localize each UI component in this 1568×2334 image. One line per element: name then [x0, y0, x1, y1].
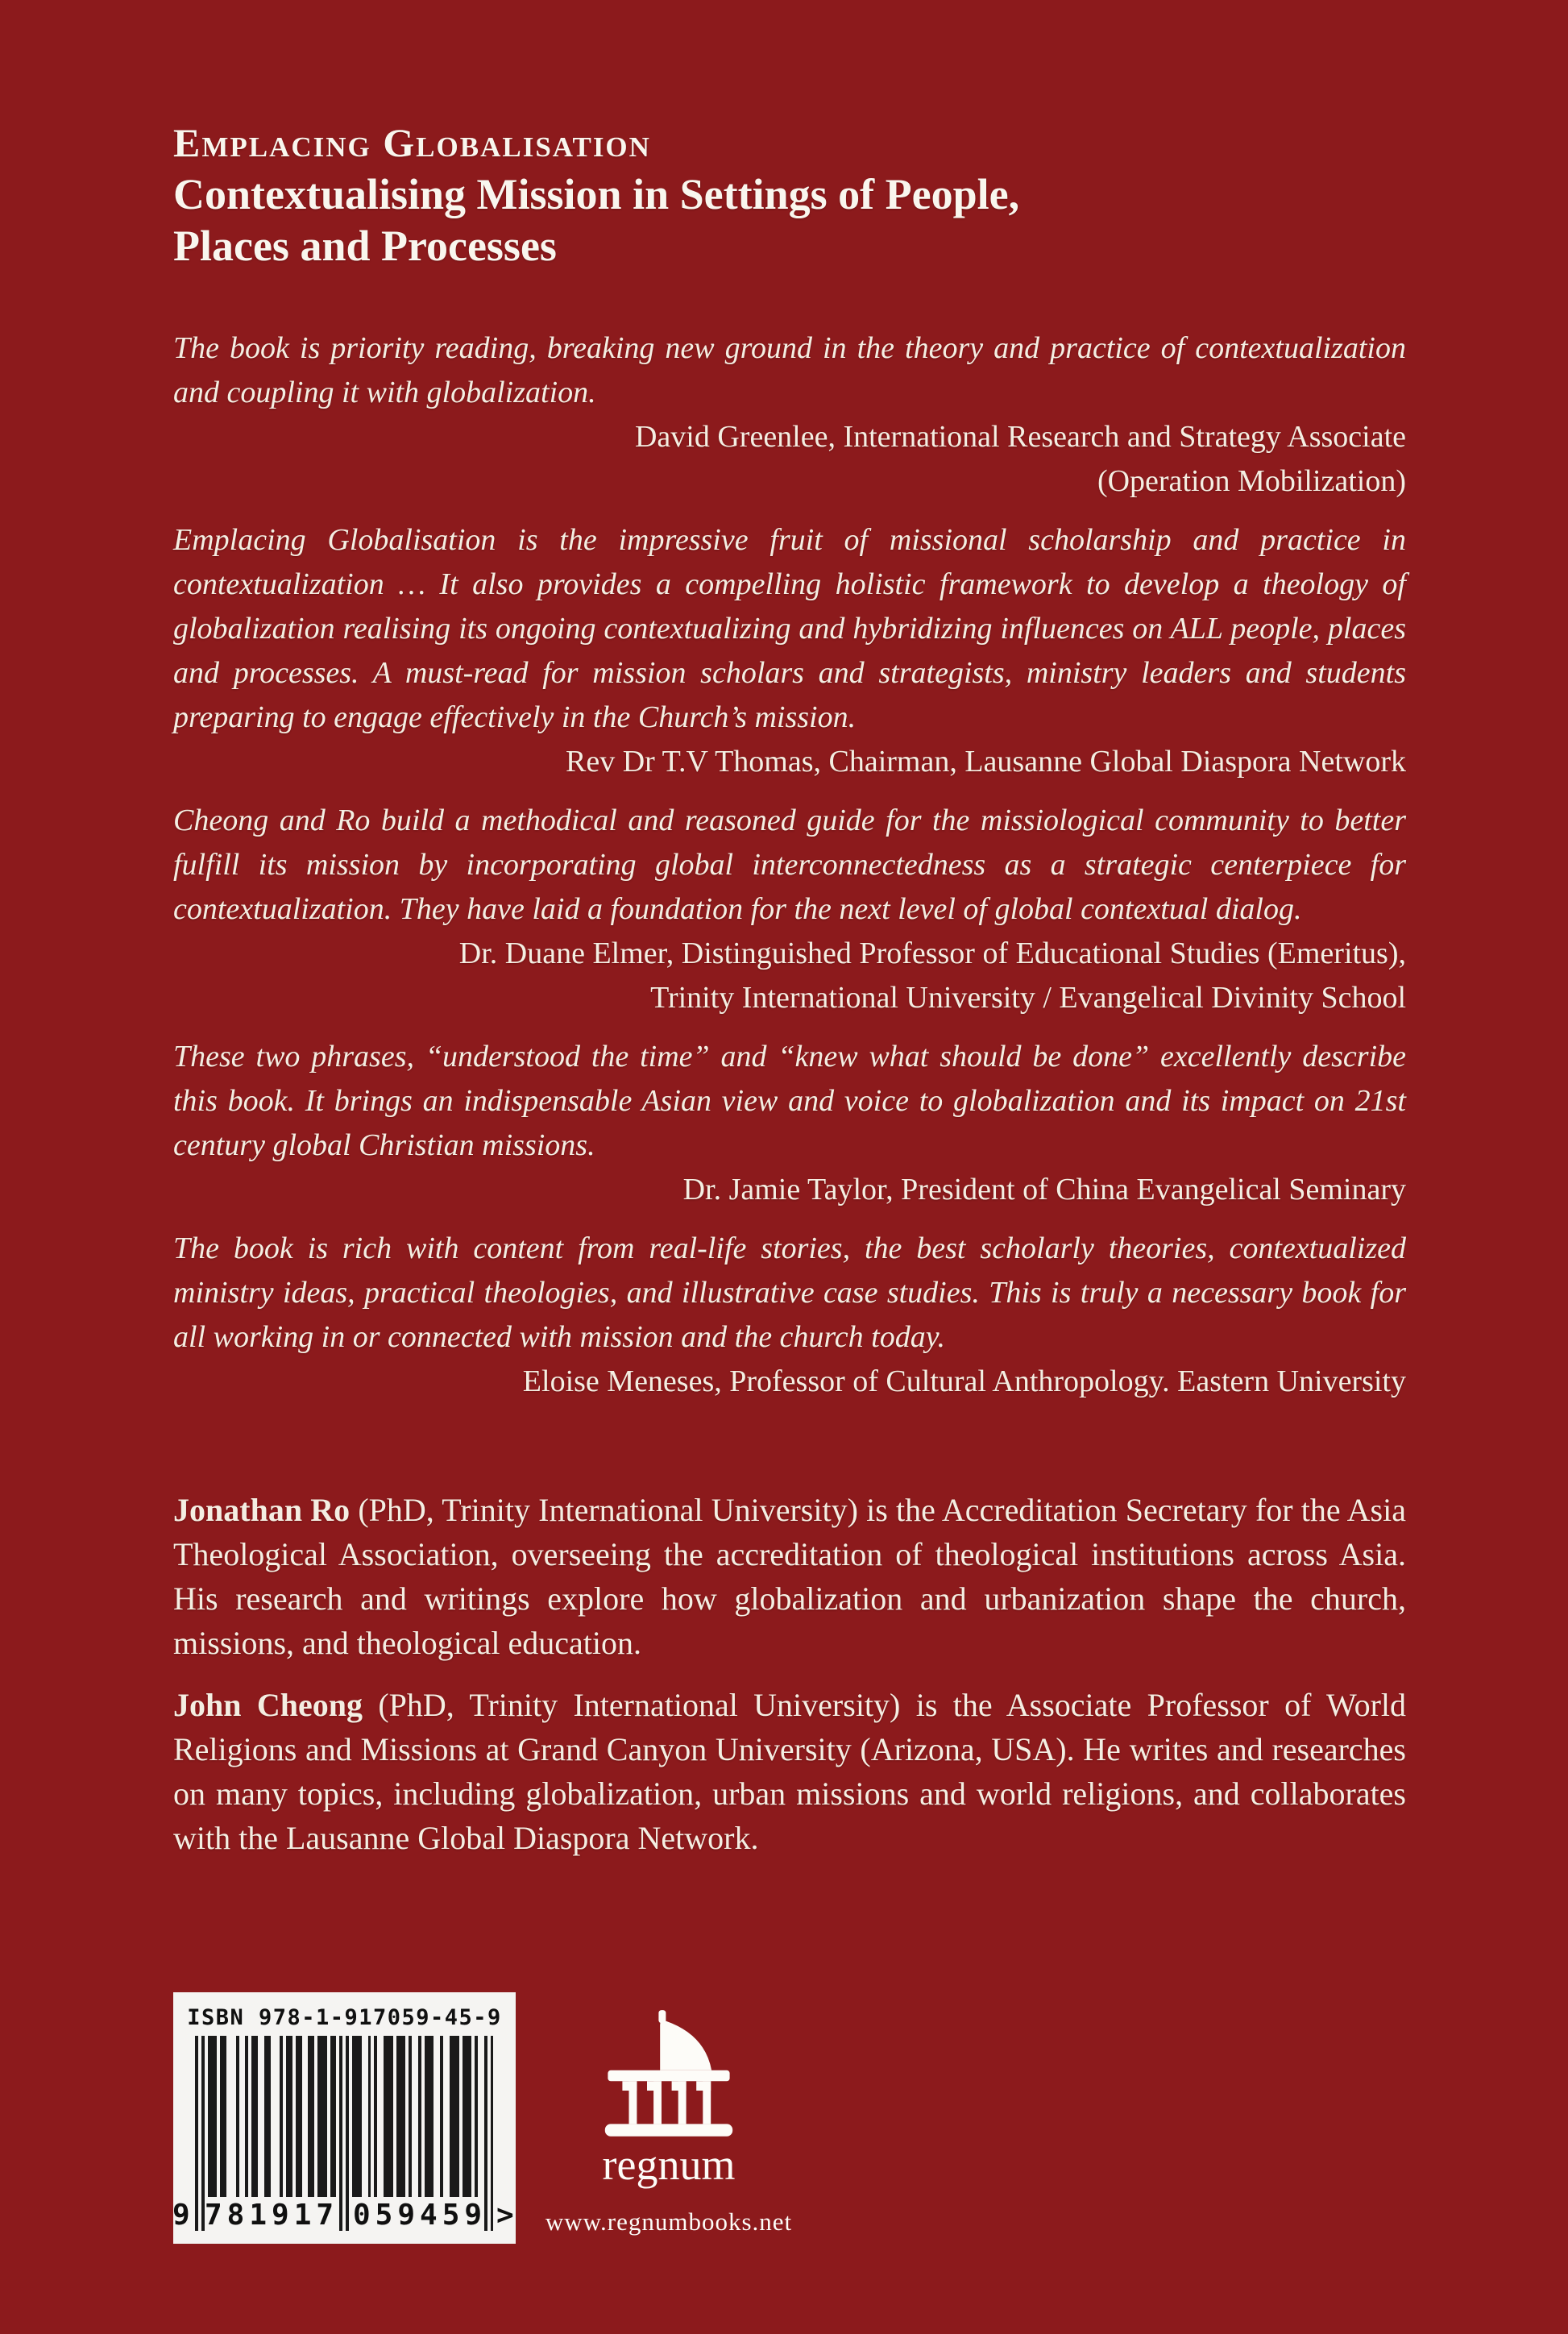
endorsement-quote: Emplacing Globalisation is the impressive fruit of missional scholarship and practice in contextualization … It also provides a compelling holistic framework to develop a theology of globalization realising its ongoing contextualizing and hybridizing influences on ALL people, places and processes. A must-read for mission scholars and strategists, ministry leaders and students preparing to engage effectively in the Church’s mission. [173, 523, 1406, 734]
book-subtitle-line2: Places and Processes [173, 222, 557, 270]
endorsement-meneses [173, 1227, 1406, 1404]
barcode-bar [308, 2036, 314, 2197]
endorsement-quote: The book is rich with content from real-life stories, the best scholarly theories, contextualized ministry ideas, practical theologies, and illustrative case studies. This is truly a necessary book for all working in or connected with mission and the church today. [173, 1231, 1406, 1354]
barcode-bar [374, 2036, 377, 2197]
barcode-bar [475, 2036, 478, 2197]
barcode-bar [463, 2036, 472, 2197]
author-bio-body: (PhD, Trinity International University) is the Accreditation Secretary for the Asia Theological Association, overseeing the accreditation of theological institutions across Asia. His research and writings explore how globalization and urbanization shape the church, missions, and theological education. [173, 1492, 1406, 1661]
publisher-name: regnum [602, 2141, 736, 2189]
attribution-line: David Greenlee, International Research and Strategy Associate [634, 420, 1406, 454]
barcode-bar [425, 2036, 434, 2197]
regnum-building-icon [596, 2000, 741, 2137]
book-series-title: Emplacing Globalisation [173, 120, 651, 165]
endorsement-attribution [173, 1360, 1406, 1404]
endorsement-attribution [173, 415, 1406, 504]
endorsement-quote: The book is priority reading, breaking new ground in the theory and practice of contextualization and coupling it with globalization. [173, 331, 1406, 409]
barcode-bar [352, 2036, 362, 2197]
barcode-bar [396, 2036, 406, 2197]
barcode-bar [440, 2036, 443, 2197]
endorsement-quote: Cheong and Ro build a methodical and reasoned guide for the missiological community to better fulfill its mission by incorporating global interconnectedness as a strategic centerpiece for contextualization. They have laid a foundation for the next level of global contextual dialog. [173, 804, 1406, 926]
attribution-line: (Operation Mobilization) [1097, 464, 1406, 498]
barcode-bar [251, 2036, 258, 2197]
barcode-bar [450, 2036, 459, 2197]
barcode-bar [286, 2036, 292, 2197]
isbn-number-label: ISBN 978-1-917059-45-9 [187, 2005, 502, 2030]
attribution-line: Dr. Duane Elmer, Distinguished Professor of Educational Studies (Emeritus), [458, 937, 1406, 970]
barcode-bar [220, 2036, 226, 2197]
publisher-website: www.regnumbooks.net [545, 2207, 793, 2236]
attribution-line: Rev Dr T.V Thomas, Chairman, Lausanne Global Diaspora Network [565, 745, 1406, 779]
barcode-digits [172, 2199, 514, 2234]
barcode-bar [384, 2036, 393, 2197]
author-bios [173, 1488, 1406, 1860]
isbn-barcode [173, 1992, 516, 2244]
author-name: John Cheong [173, 1687, 363, 1723]
barcode-bar [317, 2036, 327, 2197]
barcode-bar [368, 2036, 371, 2197]
barcode-digit-left: 9 [172, 2199, 190, 2232]
barcode-bar [330, 2036, 337, 2197]
barcode-bar [236, 2036, 239, 2197]
barcode-digit-group2: 059459 [353, 2199, 487, 2232]
barcode-inner [172, 2036, 514, 2234]
attribution-line: Trinity International University / Evangelical Divinity School [650, 981, 1406, 1015]
author-bio-text [173, 1488, 1406, 1665]
barcode-bar [264, 2036, 271, 2197]
endorsement-attribution [173, 740, 1406, 784]
endorsement-attribution [173, 1168, 1406, 1212]
back-cover-content [173, 117, 1406, 1860]
barcode-bar [296, 2036, 302, 2197]
endorsement-thomas [173, 518, 1406, 784]
attribution-line: Dr. Jamie Taylor, President of China Evangelical Seminary [682, 1173, 1406, 1206]
barcode-digit-suffix: > [496, 2199, 514, 2232]
barcode-bar [418, 2036, 421, 2197]
author-bio-john-cheong [173, 1683, 1406, 1860]
attribution-line: Eloise Meneses, Professor of Cultural Anthropology. Eastern University [522, 1364, 1406, 1398]
author-name: Jonathan Ro [173, 1492, 351, 1528]
publisher-block [508, 2000, 830, 2236]
endorsement-elmer [173, 799, 1406, 1020]
barcode-bar [208, 2036, 218, 2197]
barcode-digit-group1: 781917 [205, 2199, 339, 2232]
book-subtitle-line1: Contextualising Mission in Settings of People, [173, 170, 1020, 218]
author-bio-body: (PhD, Trinity International University) is the Associate Professor of World Religions and Missions at Grand Canyon University (Arizona, USA). He writes and researches on many topics, including globalization, urban missions and world religions, and collaborates with the Lausanne Global Diaspora Network. [173, 1687, 1407, 1856]
book-subtitle [173, 168, 1406, 272]
title-block [173, 117, 1406, 272]
barcode-bar [245, 2036, 248, 2197]
author-bio-text [173, 1683, 1406, 1860]
endorsement-attribution [173, 932, 1406, 1020]
endorsement-quote: These two phrases, “understood the time” and “knew what should be done” excellently describe this book. It brings an indispensable Asian view and voice to globalization and its impact on 21st century global Christian missions. [173, 1040, 1406, 1162]
barcode-bar [409, 2036, 412, 2197]
endorsement-taylor [173, 1035, 1406, 1212]
author-bio-jonathan-ro [173, 1488, 1406, 1665]
endorsement-greenlee [173, 326, 1406, 504]
barcode-bar [280, 2036, 283, 2197]
